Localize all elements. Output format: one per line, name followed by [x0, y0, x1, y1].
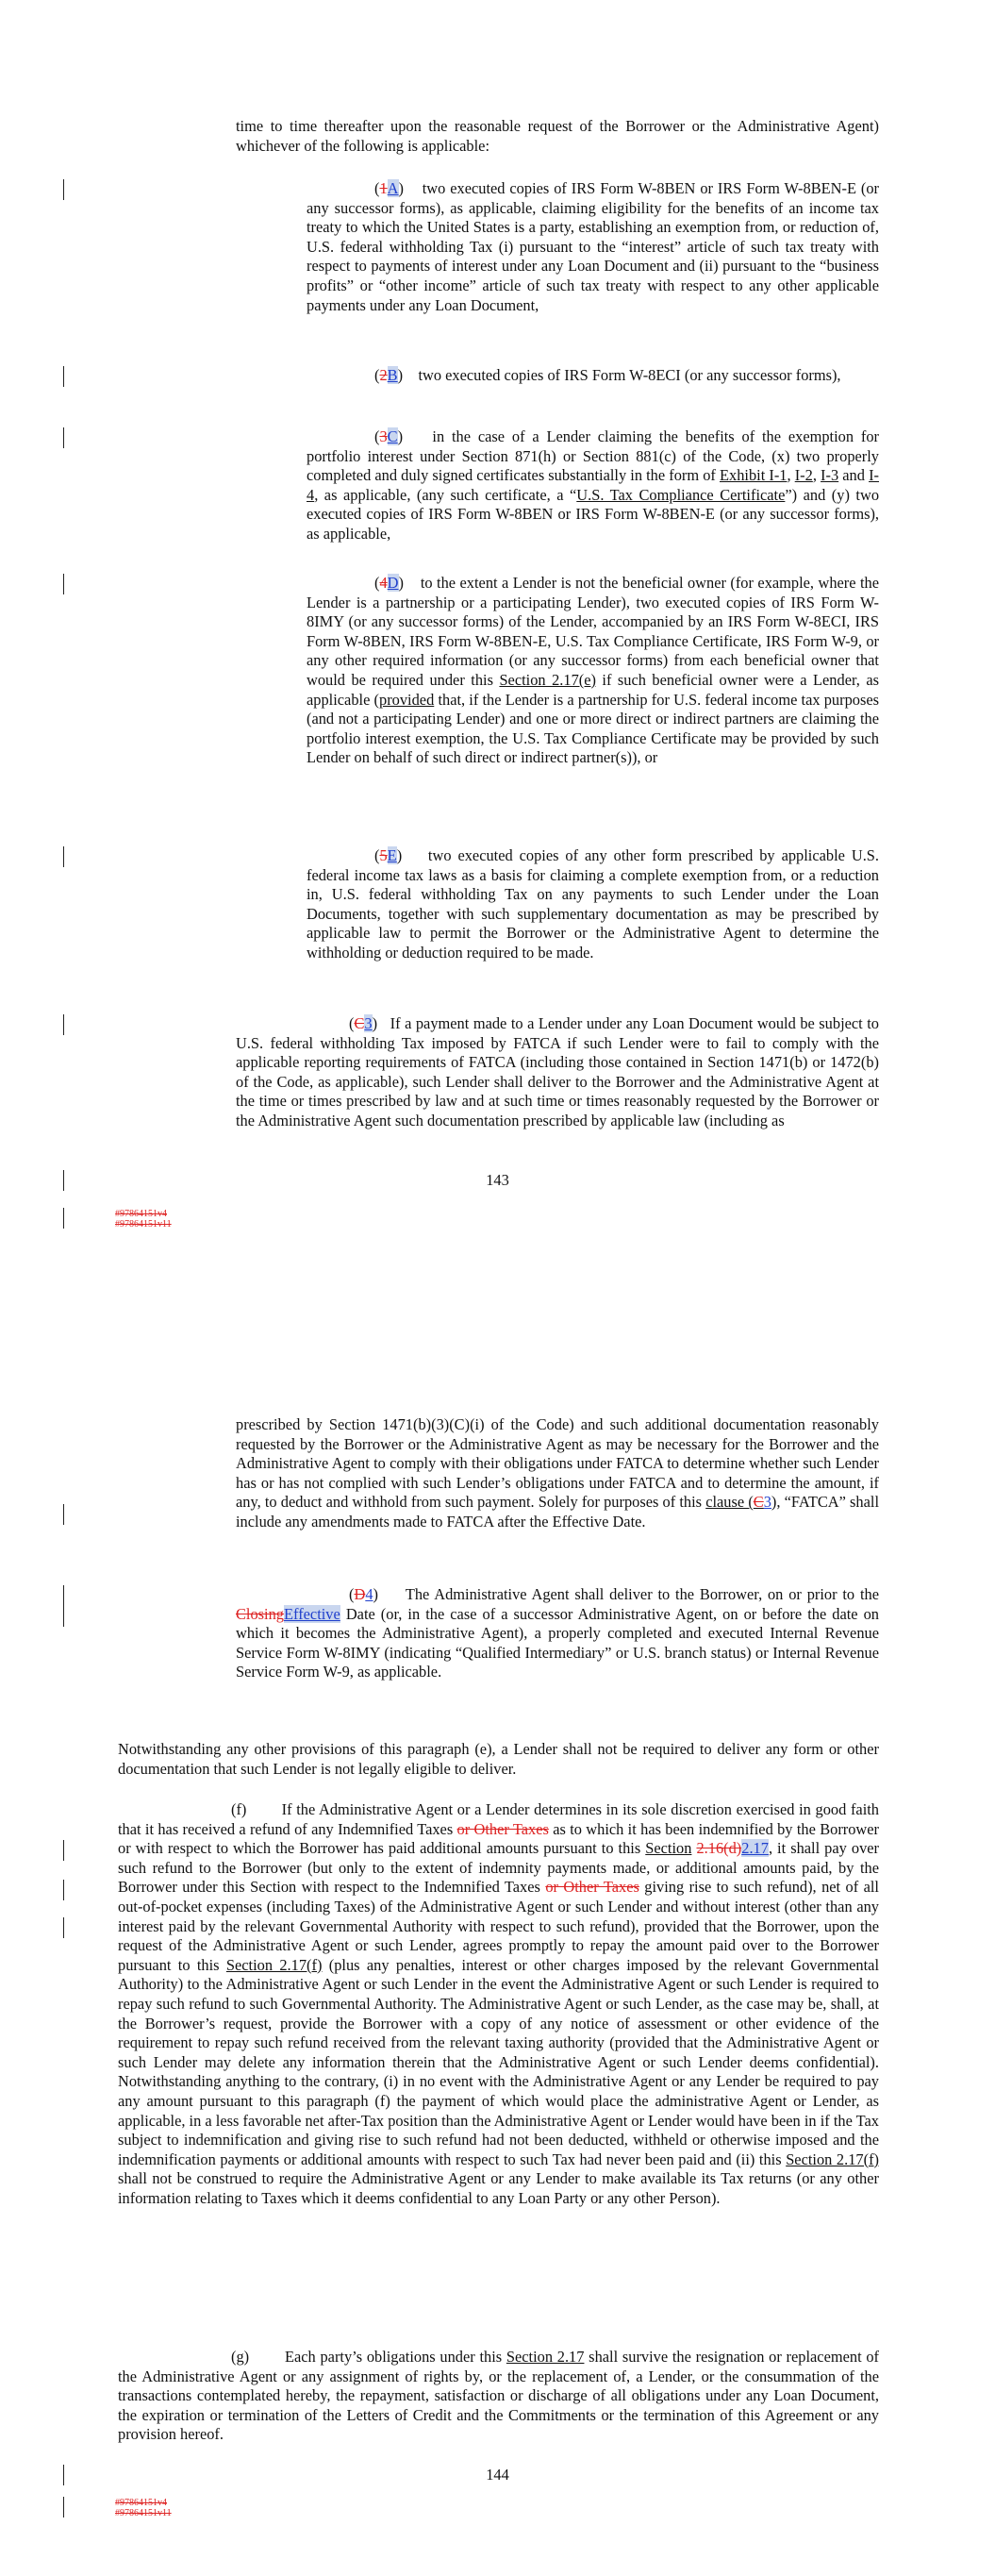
doc-id-old: #97864151v4: [115, 2498, 167, 2508]
change-bar: [63, 2497, 64, 2517]
paragraph-f-label: (f): [231, 1800, 247, 1818]
change-bar: [63, 1504, 64, 1525]
item-b-text: two executed copies of IRS Form W-8ECI (or any successor forms),: [418, 366, 841, 384]
section-ref: Section 2.17: [506, 2348, 585, 2366]
clause-ref: clause (C3: [705, 1493, 771, 1512]
page-number: 143: [486, 1171, 509, 1189]
clause-3-continued: prescribed by Section 1471(b)(3)(C)(i) of the Code) and such additional documentation reasonably requested by the Borrower or the Administrative Agent as may be necessary for the Borrower and the Administrative Agent to comply with their obligations under FATCA to determine whether such Lender has or has not complied with such Lender’s obligations under FATCA and to determine the amount, if any, to deduct and withhold from such payment. Solely for purposes of this clause (C3), “FATCA” shall include any amendments made to FATCA after the Effective Date.: [236, 1415, 880, 1531]
paragraph-g: (g) Each party’s obligations under this Section 2.17 shall survive the resignation or replacement of the Administrative Agent or any assignment of rights by, or the replacement of, a Lender, or the consummation of the transactions contemplated hereby, the repayment, satisfaction or discharge of all obligations under any Loan Document, the expiration or termination of the Letters of Credit and the Commitments or the termination of this Agreement or any provision hereof.: [118, 2348, 880, 2444]
change-bar: [63, 1840, 64, 1861]
intro-paragraph: [236, 117, 879, 156]
change-bar: [63, 846, 64, 867]
doc-id-new: #97864151v11: [115, 1219, 172, 1229]
exhibit-i-2-link: I-2: [794, 466, 813, 485]
intro-text: time to time thereafter upon the reasonable request of the Borrower or the Administrative Agent) whichever of the following is applicable:: [236, 117, 879, 155]
item-d-label: (4D): [374, 574, 404, 592]
page-144: [0, 1274, 995, 2576]
provided-term: provided: [379, 690, 435, 709]
clause-3-label: (C3): [349, 1014, 378, 1032]
notwithstanding-paragraph: Notwithstanding any other provisions of this paragraph (e), a Lender shall not be required to deliver any form or other documentation that such Lender is not legally eligible to deliver.: [118, 1740, 879, 1778]
change-bar: [63, 427, 64, 448]
defined-term: U.S. Tax Compliance Certificate: [576, 485, 786, 504]
paragraph-g-label: (g): [231, 2348, 250, 2366]
item-c: (3C) in the case of a Lender claiming the benefits of the exemption for portfolio interest under Section 871(h) or Section 881(c) of the Code, (x) two properly completed and duly signed certificates substantially in the form of Exhibit I-1, I-2, I-3 and I-4, as applicable, (any such certificate, a “U.S. Tax Compliance Certificate”) and (y) two executed copies of IRS Form W-8BEN or IRS Form W-8BEN-E (or any successor forms), as applicable,: [307, 427, 880, 543]
clause-3: [236, 1014, 879, 1131]
clause-3-text: If a payment made to a Lender under any Loan Document would be subject to U.S. federal withholding Tax imposed by FATCA if such Lender were to fail to comply with the applicable reporting requirements of FATCA (including those contained in Section 1471(b) or 1472(b) of the Code, as applicable), such Lender shall deliver to the Borrower and the Administrative Agent at the time or times prescribed by law and at such time or times reasonably requested by the Borrower or the Administrative Agent such documentation prescribed by applicable law (including as: [236, 1014, 879, 1129]
clause-4-label: (D4): [349, 1585, 378, 1603]
exhibit-i-1-link: Exhibit I-1: [720, 466, 788, 485]
item-e-text: two executed copies of any other form prescribed by applicable U.S. federal income tax laws as a basis for claiming a complete exemption from, or a reduction in, U.S. federal withholding Tax on any payments to such Lender under the Loan Documents, together with such supplementary documentation as may be prescribed by applicable law to permit the Borrower or the Administrative Agent to determine the withholding or deduction required to be made.: [307, 846, 880, 962]
section-ref: Section 2.17(e): [499, 670, 596, 689]
item-e-label: (5E): [374, 846, 403, 864]
page-number: 144: [486, 2466, 509, 2484]
doc-id-new: #97864151v11: [115, 2508, 172, 2518]
change-bar: [63, 179, 64, 200]
change-bar: [63, 1585, 64, 1606]
change-bar: [63, 574, 64, 594]
change-bar: [63, 1014, 64, 1035]
exhibit-i-3-link: I-3: [821, 466, 839, 485]
doc-id-old: #97864151v4: [115, 1209, 167, 1219]
change-bar: [63, 1917, 64, 1938]
change-bar: [63, 1880, 64, 1900]
item-e: [307, 846, 879, 963]
change-bar: [63, 366, 64, 387]
deleted-word: Closing: [236, 1604, 285, 1623]
item-b: [307, 366, 879, 386]
page-143: [0, 0, 995, 1274]
item-b-label: (2B): [374, 366, 404, 384]
exhibit-i-4-link: I-4: [307, 466, 879, 504]
item-a: [307, 179, 879, 315]
inserted-word: Effective: [284, 1604, 340, 1623]
change-bar: [63, 1606, 64, 1627]
section-ref: Section 2.17(f): [225, 1955, 323, 1974]
paragraph-f: (f) If the Administrative Agent or a Lender determines in its sole discretion exercised in good faith that it has received a refund of any Indemnified Taxes or Other Taxes as to which it has been indemnified by the Borrower or with respect to which the Borrower has paid additional amounts pursuant to this Section 2.16(d)2.17, it shall pay over such refund to the Borrower (but only to the extent of indemnity payments made, or additional amounts paid, by the Borrower under this Section with respect to the Indemnified Taxes or Other Taxes giving rise to such refund), net of all out-of-pocket expenses (including Taxes) of the Administrative Agent or such Lender and without interest (other than any interest paid by the relevant Governmental Authority with respect to such refund), provided that the Borrower, upon the request of the Administrative Agent or such Lender, agrees promptly to repay the amount paid over to the Borrower pursuant to this Section 2.17(f) (plus any penalties, interest or other charges imposed by the relevant Governmental Authority) to the Administrative Agent or such Lender in the event the Administrative Agent or such Lender is required to repay such refund to such Governmental Authority. The Administrative Agent or such Lender, as the case may be, shall, at the Borrower’s request, provide the Borrower with a copy of any notice of assessment or other evidence of the requirement to repay such refund received from the relevant taxing authority (provided that the Administrative Agent or such Lender may delete any information therein that the Administrative Agent or such Lender deems confidential). Notwithstanding anything to the contrary, (i) in no event with the Administrative Agent or any Lender be required to pay any amount pursuant to this paragraph (f) the payment of which would place the administrative Agent or Lender, as applicable, in a less favorable net after-Tax position than the Administrative Agent or Lender would have been in if the Tax subject to indemnification and giving rise to such refund had not been deducted, withheld or otherwise imposed and the indemnification payments or additional amounts with respect to such Tax had never been paid and (ii) this Section 2.17(f) shall not be construed to require the Administrative Agent or any Lender to make available its Tax returns (or any other information relating to Taxes which it deems confidential to any Loan Party or any other Person).: [118, 1800, 880, 2207]
clause-4: (D4) The Administrative Agent shall deliver to the Borrower, on or prior to the ClosingEffective Date (or, in the case of a successor Administrative Agent, on or before the date on which it becomes the Administrative Agent), a properly completed and executed Internal Revenue Service Form W-8IMY (indicating “Qualified Intermediary” or U.S. branch status) or Internal Revenue Service Form W-9, as applicable.: [236, 1585, 879, 1681]
item-a-label: (1A): [374, 179, 404, 197]
item-a-text: two executed copies of IRS Form W-8BEN or IRS Form W-8BEN-E (or any successor forms), as applicable, claiming eligibility for the benefits of an income tax treaty to which the United States is a party, establishing an exemption from, or reduction of, U.S. federal withholding Tax (i) pursuant to the “interest” article of such tax treaty with respect to payments of interest under any Loan Document and (ii) pursuant to the “business profits” or “other income” article of such tax treaty with respect to any other applicable payments under any Loan Document,: [307, 179, 880, 314]
section-ref: Section 2.17(f): [786, 2149, 879, 2168]
item-d: (4D) to the extent a Lender is not the beneficial owner (for example, where the Lender is a partnership or a participating Lender), two executed copies of IRS Form W-8IMY (or any successor forms) of the Lender, accompanied by an IRS Form W-8ECI, IRS Form W-8BEN, IRS Form W-8BEN-E, U.S. Tax Compliance Certificate, IRS Form W-9, or any other required information (or any successor forms) from each beneficial owner that would be required under this Section 2.17(e) if such beneficial owner were a Lender, as applicable (provided that, if the Lender is a partnership for U.S. federal income tax purposes (and not a participating Lender) and one or more direct or indirect partners are claiming the portfolio interest exemption, the U.S. Tax Compliance Certificate may be provided by such Lender on behalf of such direct or indirect partner(s)), or: [307, 574, 880, 767]
item-c-label: (3C): [374, 427, 404, 445]
change-bar: [63, 1208, 64, 1229]
